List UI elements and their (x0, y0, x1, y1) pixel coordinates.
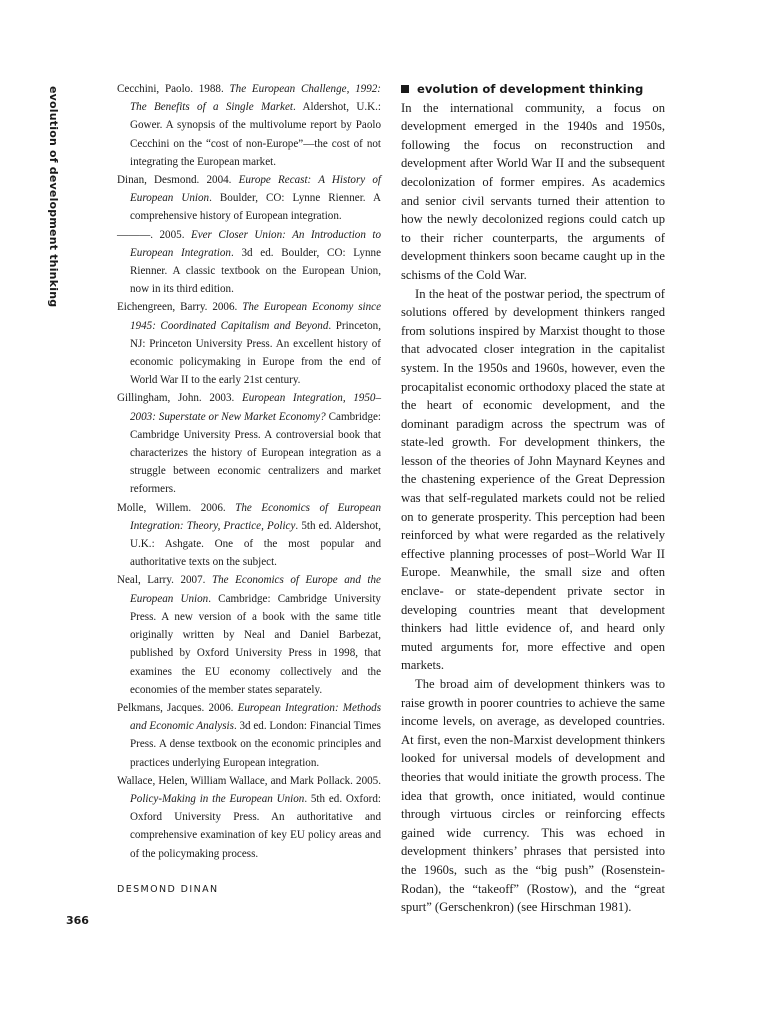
entry-description: Cambridge: Cambridge University Press. A controversial book that characterizes the history of European integration as a struggle between economic centralizers and market reformers. (130, 410, 382, 496)
running-head: evolution of development thinking (47, 86, 60, 308)
entry-title: The Economics of European Integration: Theory, Practice, Policy (130, 501, 381, 532)
entry-title: European Integration, 1950–2003: Superstate or New Market Economy? (130, 392, 381, 423)
square-bullet-icon (401, 85, 409, 93)
entry-description: . Boulder, CO: Lynne Rienner. A comprehensive history of European integration. (130, 192, 381, 223)
entry-author-year: Cecchini, Paolo. 1988. (117, 83, 230, 95)
bibliography-entry (117, 571, 381, 698)
entry-description: . Cambridge: Cambridge University Press. A new version of a book with the same title originally written by Neal and Daniel Barbezat, published by Oxford University Press in 1998, that examines the EU economy collectively and the economies of the member states separately. (130, 592, 381, 696)
bibliography-entry (117, 80, 381, 171)
bibliography-entry (117, 298, 381, 389)
entry-description: . Princeton, NJ: Princeton University Press. An excellent history of economic policymaking in Europe from the end of World War II to the early 21st century. (130, 319, 381, 387)
article-column (401, 80, 665, 917)
entry-title: The European Economy since 1945: Coordinated Capitalism and Beyond (130, 301, 381, 332)
entry-author-year: Dinan, Desmond. 2004. (117, 174, 239, 187)
bibliography-entry (117, 226, 381, 299)
entry-author-year: ———. 2005. (117, 228, 191, 241)
entry-title: European Integration: Methods and Economic Analysis (130, 701, 382, 733)
entry-author-year: Wallace, Helen, William Wallace, and Mark Pollack. 2005. (117, 774, 381, 787)
bibliography-entry (117, 772, 381, 863)
entry-description: . 5th ed. Oxford: Oxford University Press. An authoritative and comprehensive examination of key EU policy areas and of the policymaking process. (130, 792, 381, 860)
entry-author-year: Molle, Willem. 2006. (117, 501, 236, 514)
article-paragraph: The broad aim of development thinkers was to raise growth in poorer countries to achieve the same income levels, on average, as developed countries. At first, even the non-Marxist development thinkers looked for universal models of development and theories that would initiate the growth process. The idea that growth, once initiated, would continue through virtuous circles or reinforcing effects gained wide currency. This was echoed in development thinkers’ phrases that persisted into the 1960s, such as the “big push” (Rosenstein-Rodan), the “takeoff” (Rostow), and the “great spurt” (Gerschenkron) (see Hirschman 1981). (401, 677, 665, 915)
entry-description: . Aldershot, U.K.: Gower. A synopsis of the multivolume report by Paolo Cecchini on the “cost of non-Europe”—the cost of not integrating the European market. (130, 101, 382, 168)
bibliography-entry (117, 389, 381, 498)
entry-author-year: Eichengreen, Barry. 2006. (117, 301, 243, 314)
entry-description: . 3d ed. London: Financial Times Press. A dense textbook on the economic principles and practices underlying European integration. (130, 720, 381, 769)
entry-title: The European Challenge, 1992: The Benefits of a Single Market (130, 83, 381, 114)
entry-description: . 5th ed. Aldershot, U.K.: Ashgate. One of the most popular and authoritative texts on the subject. (130, 519, 381, 569)
entry-title: Europe Recast: A History of European Union (130, 174, 381, 205)
bibliography-entry (117, 171, 381, 226)
entry-description: . 3d ed. Boulder, CO: Lynne Rienner. A classic textbook on the European Union, now in its third edition. (130, 246, 381, 296)
article-paragraph: In the heat of the postwar period, the spectrum of solutions offered by development thinkers ranged from solutions inspired by Marxist thought to those that advocated closer integration in the capitalist system. In the 1950s and 1960s, however, even the procapitalist economic orthodoxy placed the state at the heart of economic development, and the dominant paradigm across the spectrum was of state-led growth. For development thinkers, the lesson of the theories of John Maynard Keynes and the chastening experience of the Great Depression was that self-regulated markets could not be relied on to generate prosperity. This perception had been reinforced by what were regarded as the relatively effective planning processes of post–World War II Europe. Meanwhile, the small size and often enclave- or state-dependent private sector in developing countries meant that development thinkers had little evidence of, and heard only muted arguments for, more effective and open markets. (401, 286, 665, 673)
entry-author-year: Pelkmans, Jacques. 2006. (117, 701, 238, 714)
page-number: 366 (66, 914, 89, 927)
entry-title: The Economics of Europe and the European Union (130, 574, 381, 605)
author-signature: DESMOND DINAN (117, 883, 219, 895)
entry-author-year: Gillingham, John. 2003. (117, 392, 242, 405)
bibliography-entry (117, 499, 381, 572)
bibliography-column (117, 80, 381, 899)
bibliography-entry (117, 699, 381, 772)
entry-title: Ever Closer Union: An Introduction to European Integration (130, 228, 381, 259)
article-paragraph: In the international community, a focus on development emerged in the 1940s and 1950s, following the focus on reconstruction and development after World War II and the subsequent decolonization of former empires. As academics and senior civil servants turned their attention to how the newly decolonized regions could catch up to their richer counterparts, the arguments of development thinkers soon became caught up in the schisms of the Cold War. (401, 100, 665, 282)
entry-author-year: Neal, Larry. 2007. (117, 574, 212, 587)
section-heading-text: evolution of development thinking (417, 82, 644, 96)
entry-title: Policy-Making in the European Union (130, 792, 305, 805)
section-heading (401, 80, 665, 99)
